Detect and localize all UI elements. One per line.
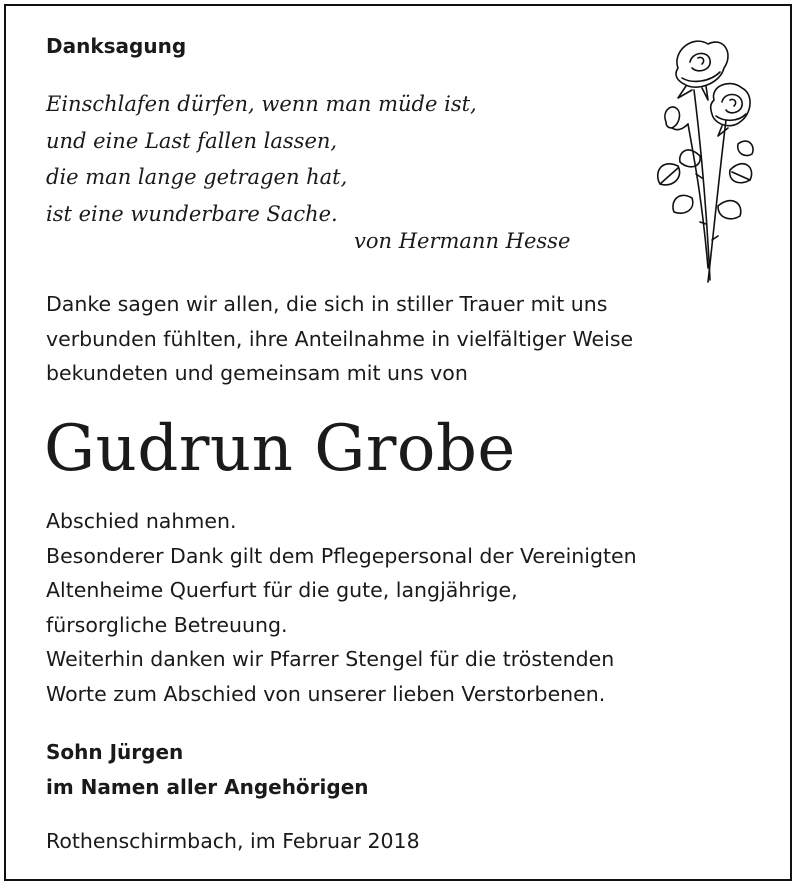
text-line: fürsorgliche Betreuung. [46, 612, 288, 637]
poem-author: von Hermann Hesse [354, 229, 571, 253]
poem [46, 86, 477, 232]
poem-line: die man lange getragen hat, [46, 165, 348, 189]
intro-paragraph [46, 287, 633, 391]
poem-line: und eine Last fallen lassen, [46, 128, 338, 153]
text-line: Danke sagen wir allen, die sich in stiller Trauer mit uns [46, 292, 608, 316]
text-line: bekundeten und gemeinsam mit uns von [46, 361, 468, 385]
roses-icon [648, 28, 758, 286]
body-paragraph [46, 504, 637, 711]
text-line: Abschied nahmen. [46, 509, 237, 533]
poem-line: ist eine wunderbare Sache. [46, 201, 338, 226]
notice-heading: Danksagung [46, 34, 187, 58]
place-date: Rothenschirmbach, im Februar 2018 [46, 829, 420, 853]
signature-line: im Namen aller Angehörigen [46, 774, 369, 799]
text-line: Besonderer Dank gilt dem Pflegepersonal der Vereinigten [46, 543, 637, 568]
text-line: verbunden fühlten, ihre Anteilnahme in vielfältiger Weise [46, 326, 634, 351]
deceased-name: Gudrun Grobe [44, 412, 516, 486]
text-line: Altenheime Querfurt für die gute, langjährige, [46, 578, 518, 602]
text-line: Weiterhin danken wir Pfarrer Stengel für die tröstenden [46, 647, 615, 671]
text-line: Worte zum Abschied von unserer lieben Verstorbenen. [46, 681, 606, 706]
poem-line: Einschlafen dürfen, wenn man müde ist, [46, 92, 477, 116]
signature-line: Sohn Jürgen [46, 740, 184, 764]
signature [46, 735, 369, 804]
